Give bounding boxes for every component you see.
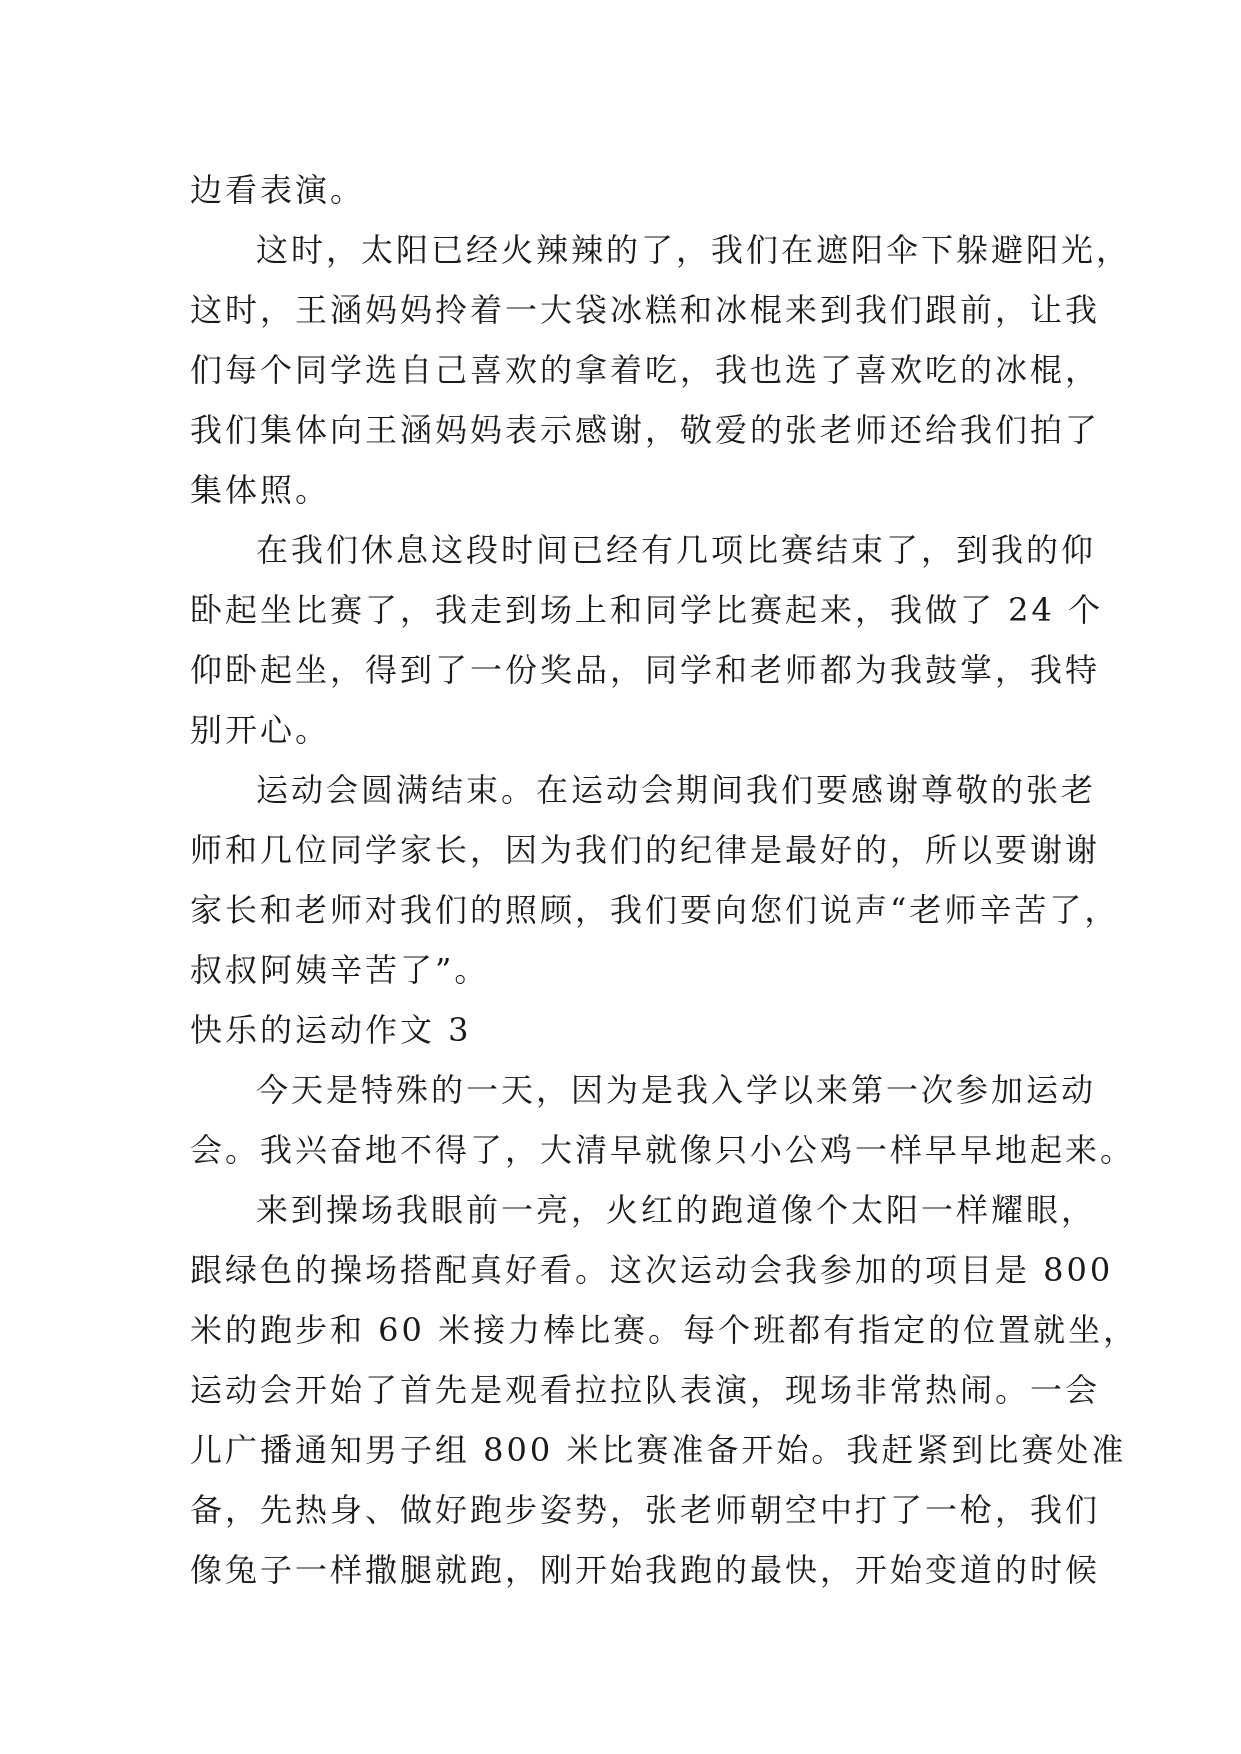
essay-text [190,160,1190,1600]
text-line: 跟绿色的操场搭配真好看。这次运动会我参加的项目是 800 [190,1251,1114,1289]
text-line: 会。我兴奋地不得了，大清早就像只小公鸡一样早早地起来。 [190,1131,1136,1169]
text-line: 别开心。 [190,711,331,749]
text-line: 叔叔阿姨辛苦了”。 [190,951,490,989]
text-line: 们每个同学选自己喜欢的拿着吃，我也选了喜欢吃的冰棍， [190,351,1101,389]
text-line: 这时，王涵妈妈拎着一大袋冰糕和冰棍来到我们跟前，让我 [190,291,1101,329]
text-line: 运动会开始了首先是观看拉拉队表演，现场非常热闹。一会 [190,1371,1101,1409]
text-line: 像兔子一样撒腿就跑，刚开始我跑的最快，开始变道的时候 [190,1551,1101,1589]
paragraph-start-line: 这时，太阳已经火辣辣的了，我们在遮阳伞下躲避阳光， [256,231,1132,269]
text-line: 儿广播通知男子组 800 米比赛准备开始。我赶紧到比赛处准 [190,1431,1127,1469]
text-line: 卧起坐比赛了，我走到场上和同学比赛起来，我做了 24 个 [190,591,1104,629]
text-line: 师和几位同学家长，因为我们的纪律是最好的，所以要谢谢 [190,831,1101,869]
text-line: 集体照。 [190,471,331,509]
text-line: 备，先热身、做好跑步姿势，张老师朝空中打了一枪，我们 [190,1491,1101,1529]
text-line: 我们集体向王涵妈妈表示感谢，敬爱的张老师还给我们拍了 [190,411,1101,449]
text-line: 仰卧起坐，得到了一份奖品，同学和老师都为我鼓掌，我特 [190,651,1101,689]
paragraph-start-line: 运动会圆满结束。在运动会期间我们要感谢尊敬的张老 [256,771,1097,809]
text-line: 边看表演。 [190,171,366,209]
paragraph-start-line: 在我们休息这段时间已经有几项比赛结束了，到我的仰 [256,531,1097,569]
section-heading: 快乐的运动作文 3 [190,1011,472,1049]
paragraph-start-line: 今天是特殊的一天，因为是我入学以来第一次参加运动 [256,1071,1097,1109]
text-line: 米的跑步和 60 米接力棒比赛。每个班都有指定的位置就坐， [190,1311,1139,1349]
text-line: 家长和老师对我们的照顾，我们要向您们说声“老师辛苦了， [190,891,1120,929]
paragraph-start-line: 来到操场我眼前一亮，火红的跑道像个太阳一样耀眼， [256,1191,1097,1229]
